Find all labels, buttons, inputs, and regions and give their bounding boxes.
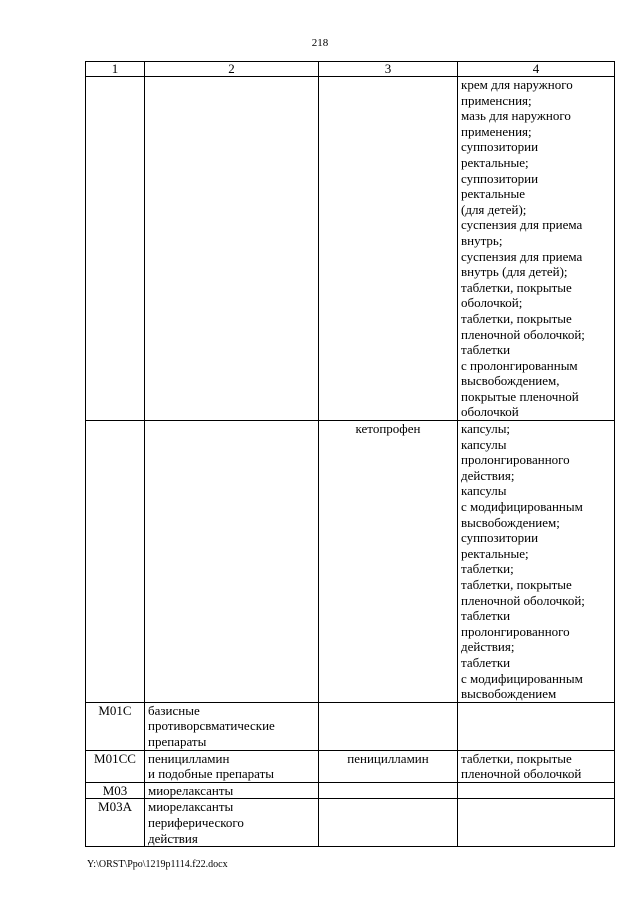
atc-code-cell: M03A (86, 799, 145, 847)
group-name-cell (145, 799, 319, 847)
cell-line: базисные (148, 702, 200, 718)
cell-line: суппозитории (461, 530, 539, 546)
header-col-4: 4 (458, 62, 615, 77)
cell-line: (для детей); (461, 201, 527, 217)
drug-name-cell (319, 702, 458, 750)
dosage-form-cell (458, 702, 615, 750)
page-number: 218 (311, 37, 329, 49)
group-name-cell (145, 750, 319, 782)
cell-line: действия; (461, 639, 515, 655)
atc-code-cell: M01C (86, 702, 145, 750)
cell-line: таблетки, покрытые (461, 750, 572, 766)
cell-line: таблетки, покрытые (461, 279, 572, 295)
cell-line: пролонгированного (461, 452, 570, 468)
cell-line: с модифицированным (461, 670, 583, 686)
group-name-cell (145, 77, 319, 421)
cell-line: таблетки, покрытые (461, 577, 572, 592)
header-col-1: 1 (86, 62, 145, 77)
cell-line: внутрь; (461, 232, 503, 248)
atc-code-cell: M03 (86, 782, 145, 799)
cell-line: периферического (148, 814, 244, 830)
cell-line: пеницилламин (148, 750, 230, 766)
drug-name-cell (319, 782, 458, 799)
cell-line: противорсвматические (148, 718, 275, 734)
table-row (86, 77, 615, 421)
cell-line: ректальные; (461, 154, 529, 170)
cell-line: оболочкой; (461, 295, 523, 311)
cell-line: суспензия для приема (461, 248, 583, 264)
cell-line: таблетки (461, 654, 511, 670)
dosage-form-cell (458, 77, 615, 421)
drug-name-cell: пеницилламин (319, 750, 458, 782)
cell-line: и подобные препараты (148, 766, 275, 782)
table-row (86, 750, 615, 782)
cell-line: применения; (461, 123, 532, 139)
cell-line: суппозитории (461, 139, 539, 155)
dosage-form-cell (458, 750, 615, 782)
cell-line: суппозитории (461, 170, 539, 186)
cell-line: таблетки (461, 342, 511, 358)
dosage-form-cell (458, 799, 615, 847)
cell-line: с пролонгированным (461, 357, 578, 373)
drug-name-cell (319, 799, 458, 847)
atc-code-cell (86, 421, 145, 703)
file-path-footer: Y:\ORST\Ppo\1219p1114.f22.docx (87, 859, 228, 870)
cell-line: миорелаксанты (148, 799, 234, 815)
cell-line: препараты (148, 733, 207, 749)
header-col-3: 3 (319, 62, 458, 77)
drug-table (85, 61, 615, 847)
cell-line: пленочной оболочкой; (461, 592, 585, 608)
cell-line: крем для наружного (461, 77, 573, 92)
cell-line: пленочной оболочкой (461, 766, 582, 782)
drug-name-cell (319, 77, 458, 421)
cell-line: действия; (461, 467, 515, 483)
dosage-form-cell (458, 782, 615, 799)
cell-line: действия (148, 830, 198, 846)
cell-line: миорелаксанты (148, 782, 234, 798)
group-name-cell (145, 782, 319, 799)
cell-line: таблетки (461, 608, 511, 624)
cell-line: таблетки; (461, 561, 514, 577)
cell-line: ректальные; (461, 545, 529, 561)
cell-line: оболочкой (461, 404, 519, 420)
cell-line: таблетки, покрытые (461, 310, 572, 326)
table-row (86, 702, 615, 750)
cell-line: капсулы; (461, 421, 511, 437)
cell-line: покрытые пленочной (461, 388, 579, 404)
table-row (86, 782, 615, 799)
cell-line: пленочной оболочкой; (461, 326, 585, 342)
drug-name-cell: кетопрофен (319, 421, 458, 703)
cell-line: ректальные (461, 186, 526, 202)
cell-line: пролонгированного (461, 623, 570, 639)
cell-line: капсулы (461, 436, 507, 452)
cell-line: высвобождением (461, 686, 557, 702)
group-name-cell (145, 421, 319, 703)
cell-line: применсния; (461, 92, 532, 108)
atc-code-cell: M01CC (86, 750, 145, 782)
cell-line: высвобождением; (461, 514, 560, 530)
cell-line: высвобождением, (461, 373, 560, 389)
cell-line: с модифицированным (461, 499, 583, 515)
dosage-form-cell (458, 421, 615, 703)
table-row (86, 799, 615, 847)
cell-line: мазь для наружного (461, 108, 571, 124)
header-col-2: 2 (145, 62, 319, 77)
table-row (86, 421, 615, 703)
cell-line: внутрь (для детей); (461, 264, 568, 280)
atc-code-cell (86, 77, 145, 421)
group-name-cell (145, 702, 319, 750)
cell-line: капсулы (461, 483, 507, 499)
table-header-row (86, 62, 615, 77)
cell-line: суспензия для приема (461, 217, 583, 233)
